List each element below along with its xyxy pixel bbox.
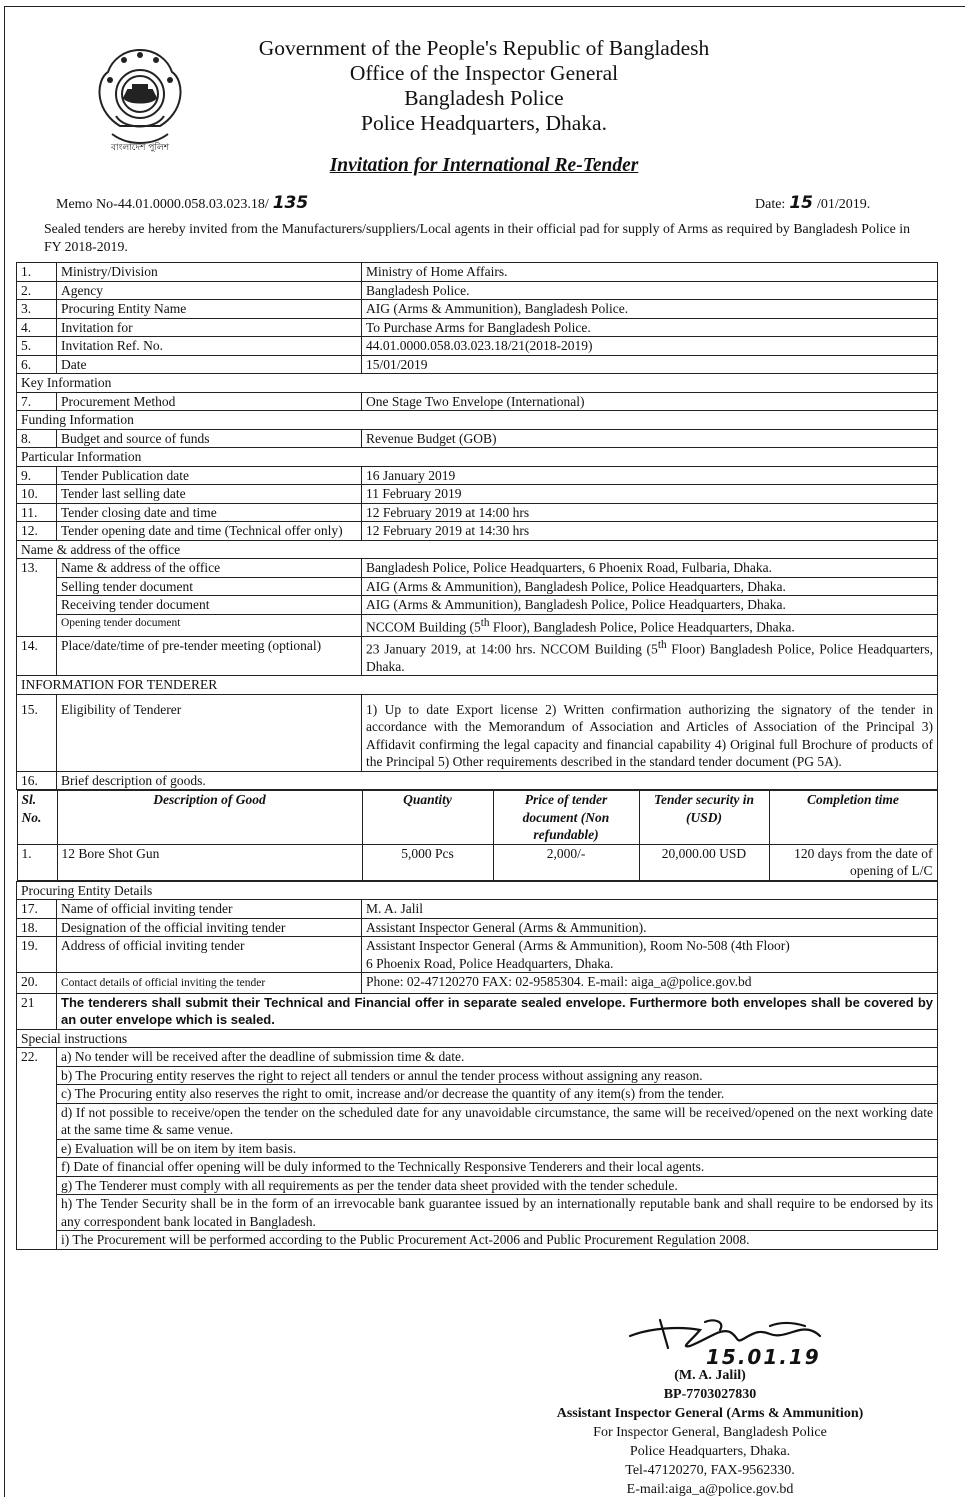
row-label: Brief description of goods. (57, 771, 938, 790)
header-description: Description of Good (57, 791, 362, 845)
row-label: Procuring Entity Name (57, 300, 362, 319)
row-label: Tender Publication date (57, 466, 362, 485)
row-value: AIG (Arms & Ammunition), Bangladesh Police, Police Headquarters, Dhaka. (362, 596, 938, 615)
goods-subtable-row (17, 790, 938, 882)
row-number: 21 (17, 993, 57, 1029)
header-agency: Bangladesh Police (404, 86, 564, 110)
address-line-2: 6 Phoenix Road, Police Headquarters, Dhaka. (366, 955, 614, 971)
memo-number (56, 193, 308, 213)
row-value: The tenderers shall submit their Technical and Financial offer in separate sealed envelope. Furthermore both envelopes shall be covered by an outer envelope which is sealed. (57, 993, 938, 1029)
table-row (17, 355, 938, 374)
instruction-g: g) The Tenderer must comply with all requirements as per the tender data sheet provided with the tender schedule. (57, 1176, 938, 1195)
section-row-procuring-entity (17, 881, 938, 900)
row-label: Contact details of official inviting the tender (57, 973, 362, 994)
row-label: Invitation Ref. No. (57, 337, 362, 356)
signatory-office: Police Headquarters, Dhaka. (629, 1444, 791, 1459)
signature-date: 15.01.19 (706, 1345, 821, 1369)
row-value: Phone: 02-47120270 FAX: 02-9585304. E-mail: aiga_a@police.gov.bd (362, 973, 938, 994)
table-row (17, 993, 938, 1029)
row-number: 19. (17, 937, 57, 973)
table-row (17, 937, 938, 973)
value-text: 23 January 2019, at 14:00 hrs. NCCOM Building (5 (366, 641, 658, 656)
row-number: 10. (17, 485, 57, 504)
row-label: Tender closing date and time (57, 503, 362, 522)
table-row (17, 392, 938, 411)
intro-paragraph: Sealed tenders are hereby invited from the Manufacturers/suppliers/Local agents in their official pad for supply of Arms as required by Bangladesh Police in FY 2018-2019. (44, 221, 910, 254)
row-number: 15. (17, 694, 57, 771)
row-value: 11 February 2019 (362, 485, 938, 504)
memo-date (755, 193, 870, 213)
section-heading: Key Information (17, 374, 938, 393)
header-sl-no: Sl. No. (17, 791, 57, 845)
row-number: 14. (17, 636, 57, 676)
instruction-i: i) The Procurement will be performed according to the Public Procurement Act-2006 and Public Procurement Regulation 2008. (57, 1231, 938, 1250)
goods-header-row (17, 791, 937, 845)
row-label: Opening tender document (57, 614, 362, 636)
table-row (17, 973, 938, 994)
row-number: 13. (17, 559, 57, 637)
table-row (17, 337, 938, 356)
row-label: Ministry/Division (57, 263, 362, 282)
signatory-designation: Assistant Inspector General (Arms & Ammunition) (556, 1406, 864, 1421)
header-price: Price of tender document (Non refundable) (493, 791, 639, 845)
row-number: 7. (17, 392, 57, 411)
instruction-e: e) Evaluation will be on item by item basis. (57, 1139, 938, 1158)
header-completion: Completion time (769, 791, 937, 845)
item-quantity: 5,000 Pcs (362, 844, 493, 880)
row-label: Budget and source of funds (57, 429, 362, 448)
address-line-1: Assistant Inspector General (Arms & Ammunition), Room No-508 (4th Floor) (366, 938, 790, 953)
row-number: 20. (17, 973, 57, 994)
value-text: Floor) Bangladesh Police, Police Headquarters, Dhaka. (366, 641, 933, 674)
signatory-tel: Tel-47120270, FAX-9562330. (625, 1463, 795, 1478)
letterhead (0, 36, 968, 136)
row-number: 5. (17, 337, 57, 356)
signatory-for-line: For Inspector General, Bangladesh Police (593, 1425, 827, 1440)
row-value (362, 937, 938, 973)
row-value: One Stage Two Envelope (International) (362, 392, 938, 411)
table-row (17, 771, 938, 790)
row-value (362, 636, 938, 676)
table-row (17, 318, 938, 337)
row-label: Designation of the official inviting tender (57, 918, 362, 937)
header-location: Police Headquarters, Dhaka. (361, 111, 607, 135)
header-quantity: Quantity (362, 791, 493, 845)
row-value: Revenue Budget (GOB) (362, 429, 938, 448)
row-value: M. A. Jalil (362, 900, 938, 919)
instruction-row (17, 1158, 938, 1177)
section-row-key-information (17, 374, 938, 393)
table-row (17, 694, 938, 771)
row-label: Tender opening date and time (Technical offer only) (57, 522, 362, 541)
section-heading: Name & address of the office (17, 540, 938, 559)
row-number: 11. (17, 503, 57, 522)
row-number: 1. (17, 263, 57, 282)
table-row (17, 918, 938, 937)
instruction-row (17, 1231, 938, 1250)
memo-prefix: Memo No-44.01.0000.058.03.023.18/ (56, 197, 269, 212)
instruction-row (17, 1048, 938, 1067)
row-value: 12 February 2019 at 14:30 hrs (362, 522, 938, 541)
section-row-particular-information (17, 448, 938, 467)
row-number: 12. (17, 522, 57, 541)
table-row (17, 300, 938, 319)
table-row (17, 429, 938, 448)
row-label: Eligibility of Tenderer (57, 694, 362, 771)
memo-handwritten-number: 135 (272, 193, 309, 213)
section-row-funding-information (17, 411, 938, 430)
section-row-office (17, 540, 938, 559)
section-row-information-for-tenderer (17, 676, 938, 695)
section-heading: Special instructions (17, 1029, 938, 1048)
date-handwritten-day: 15 (789, 193, 813, 213)
instruction-row (17, 1176, 938, 1195)
instruction-d: d) If not possible to receive/open the tender on the scheduled date for any unavoidable circumstance, the same will be received/opened on the next working date at the same time & same venue. (57, 1103, 938, 1139)
table-row (17, 263, 938, 282)
table-row (17, 503, 938, 522)
instruction-row (17, 1139, 938, 1158)
row-value: Bangladesh Police. (362, 281, 938, 300)
row-number: 22. (17, 1048, 57, 1250)
value-text: Floor), Bangladesh Police, Police Headquarters, Dhaka. (489, 619, 795, 634)
date-suffix: /01/2019. (817, 197, 871, 212)
document-title: Invitation for International Re-Tender (329, 155, 639, 176)
table-row (17, 522, 938, 541)
tender-table (16, 262, 938, 1250)
instruction-h: h) The Tender Security shall be in the form of an irrevocable bank guarantee issued by an internationally reputable bank and shall require to be endorsed by its any correspondent bank located in Bangladesh. (57, 1195, 938, 1231)
row-number: 6. (17, 355, 57, 374)
signatory-email: E-mail:aiga_a@police.gov.bd (626, 1482, 794, 1497)
item-description: 12 Bore Shot Gun (57, 844, 362, 880)
row-value: 16 January 2019 (362, 466, 938, 485)
row-value: To Purchase Arms for Bangladesh Police. (362, 318, 938, 337)
row-value: Ministry of Home Affairs. (362, 263, 938, 282)
table-row (17, 636, 938, 676)
table-row (17, 614, 938, 636)
row-number: 9. (17, 466, 57, 485)
table-row (17, 577, 938, 596)
header-office: Office of the Inspector General (349, 61, 619, 85)
row-label: Receiving tender document (57, 596, 362, 615)
row-value: AIG (Arms & Ammunition), Bangladesh Police, Police Headquarters, Dhaka. (362, 577, 938, 596)
signature-block (470, 1366, 950, 1499)
row-number: 3. (17, 300, 57, 319)
table-row (17, 559, 938, 578)
row-label: Place/date/time of pre-tender meeting (optional) (57, 636, 362, 676)
row-number: 4. (17, 318, 57, 337)
table-row (17, 281, 938, 300)
row-number: 18. (17, 918, 57, 937)
row-number: 16. (17, 771, 57, 790)
row-number: 17. (17, 900, 57, 919)
table-row (17, 466, 938, 485)
row-value: Bangladesh Police, Police Headquarters, 6 Phoenix Road, Fulbaria, Dhaka. (362, 559, 938, 578)
value-text: NCCOM Building (5 (366, 619, 481, 634)
instruction-row (17, 1103, 938, 1139)
row-value: 1) Up to date Export license 2) Written confirmation authorizing the signatory of the tender in accordance with the Memorandum of Association and Articles of Association of the Principal 3) Affidavit confirming the legal capacity and financial capability 4) Original full Brochure of products of the Principal 5) Other requirements described in the standard tender document (PG 5A). (362, 694, 938, 771)
section-heading: INFORMATION FOR TENDERER (17, 676, 938, 695)
row-label: Name & address of the office (57, 559, 362, 578)
row-value: Assistant Inspector General (Arms & Ammunition). (362, 918, 938, 937)
item-completion: 120 days from the date of opening of L/C (769, 844, 937, 880)
goods-item-row (17, 844, 937, 880)
row-label: Address of official inviting tender (57, 937, 362, 973)
row-value: 12 February 2019 at 14:00 hrs (362, 503, 938, 522)
item-security: 20,000.00 USD (639, 844, 769, 880)
superscript: th (657, 638, 667, 651)
table-row (17, 596, 938, 615)
row-label: Agency (57, 281, 362, 300)
goods-table (17, 790, 938, 881)
row-number: 8. (17, 429, 57, 448)
instruction-a: a) No tender will be received after the deadline of submission time & date. (57, 1048, 938, 1067)
svg-text:বাংলাদেশ পুলিশ: বাংলাদেশ পুলিশ (110, 143, 170, 153)
row-label: Name of official inviting tender (57, 900, 362, 919)
table-row (17, 485, 938, 504)
instruction-f: f) Date of financial offer opening will be duly informed to the Technically Responsive Tenderers and their local agents. (57, 1158, 938, 1177)
row-value: 44.01.0000.058.03.023.18/21(2018-2019) (362, 337, 938, 356)
item-sl-no: 1. (17, 844, 57, 880)
row-label: Tender last selling date (57, 485, 362, 504)
row-number: 2. (17, 281, 57, 300)
section-row-special-instructions (17, 1029, 938, 1048)
item-price: 2,000/- (493, 844, 639, 880)
instruction-c: c) The Procuring entity also reserves the right to omit, increase and/or decrease the quantity of any item(s) from the tender. (57, 1085, 938, 1104)
instruction-row (17, 1066, 938, 1085)
signatory-bp-number: BP-7703027830 (663, 1387, 757, 1402)
header-government: Government of the People's Republic of Bangladesh (258, 36, 710, 60)
section-heading: Particular Information (17, 448, 938, 467)
row-label: Procurement Method (57, 392, 362, 411)
signatory-name: (M. A. Jalil) (674, 1368, 746, 1383)
instruction-row (17, 1085, 938, 1104)
row-value (362, 614, 938, 636)
instruction-row (17, 1195, 938, 1231)
row-label: Selling tender document (57, 577, 362, 596)
section-heading: Procuring Entity Details (17, 881, 938, 900)
section-heading: Funding Information (17, 411, 938, 430)
table-row (17, 900, 938, 919)
superscript: th (480, 616, 490, 629)
row-value: 15/01/2019 (362, 355, 938, 374)
row-value: AIG (Arms & Ammunition), Bangladesh Police. (362, 300, 938, 319)
header-security: Tender security in (USD) (639, 791, 769, 845)
date-prefix: Date: (755, 197, 786, 212)
row-label: Date (57, 355, 362, 374)
row-label: Invitation for (57, 318, 362, 337)
instruction-b: b) The Procuring entity reserves the right to reject all tenders or annul the tender process without assigning any reason. (57, 1066, 938, 1085)
